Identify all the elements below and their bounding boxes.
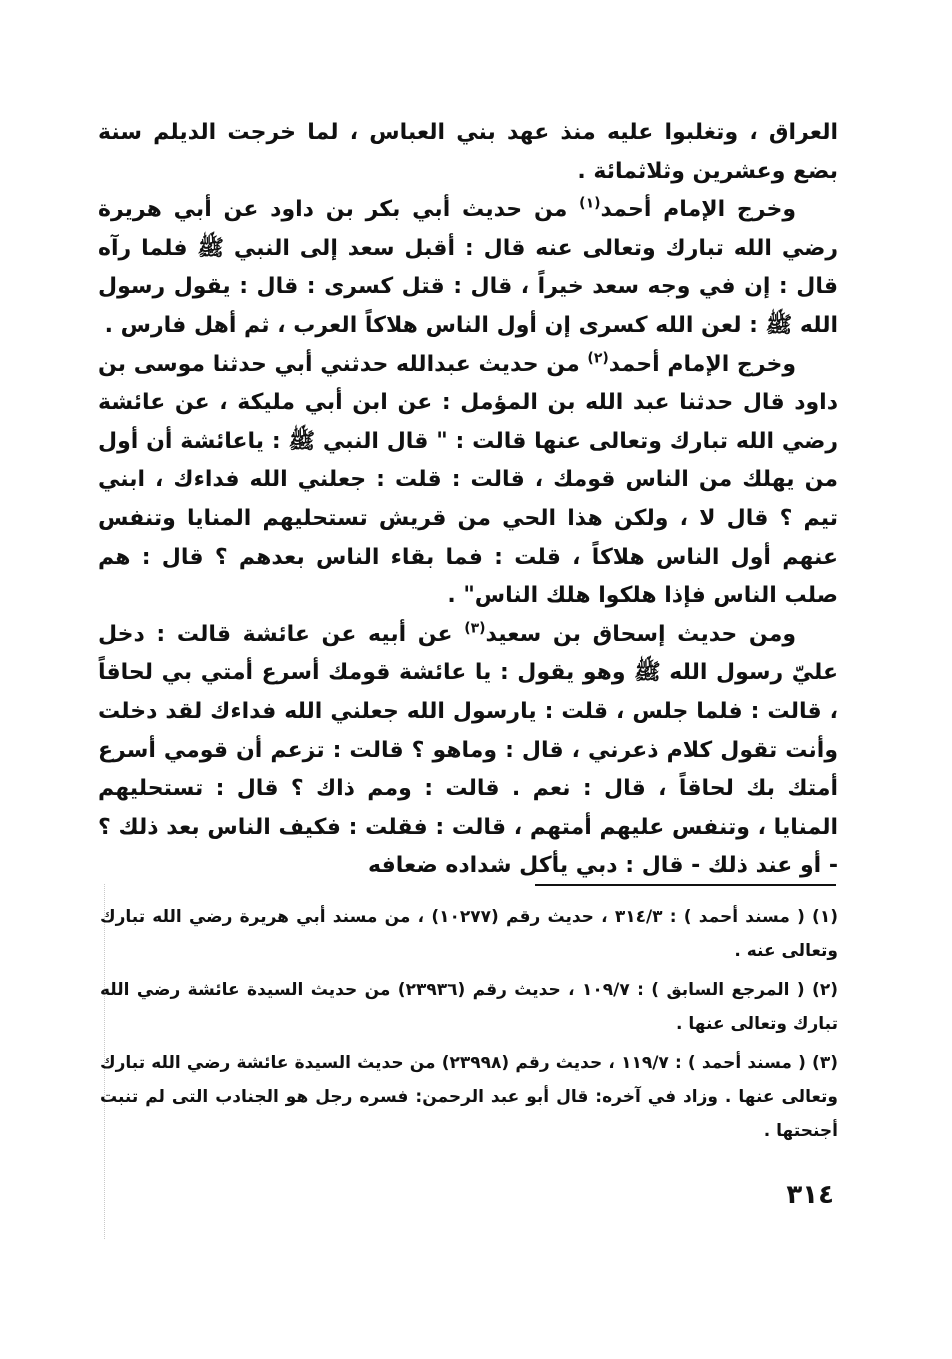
footnote-ref-2: (٢) (587, 350, 609, 367)
footnote-separator (535, 884, 836, 886)
footnote-3: (٣) ( مسند أحمد ) : ١١٩/٧ ، حديث رقم (٢٣٩٩٨) من حديث السيدة عائشة رضي الله تبارك وتعالى عنها . وزاد في آخره: قال أبو عبد الرحمن: فسره رجل هو الجنادب التى لم تنبت أجنحتها . (100, 1053, 838, 1141)
text-segment: ومن حديث إسحاق بن سعيد (485, 621, 796, 647)
footnotes (100, 900, 838, 1153)
text-segment: عن أبيه عن عائشة قالت : دخل عليّ رسول الله ﷺ وهو يقول : يا عائشة قومك أسرع أمتي بي لحاقاً ، قالت : فلما جلس ، قلت : يارسول الله جعلني الله فداءك لقد دخلت وأنت تقول كلام ذعرني ، قال : وماهو ؟ قالت : تزعم أن قومي أسرع أمتك بك لحاقاً ، قال : نعم . قالت : ومم ذاك ؟ قال : تستحليهم المنايا ، وتنفس عليهم أمتهم ، قالت : فقلت : فكيف الناس بعد ذلك ؟ - أو عند ذلك - قال : دبي يأكل شداده ضعافه (98, 621, 838, 879)
text-segment: وخرج الإمام أحمد (608, 351, 797, 377)
paragraph-1 (98, 114, 838, 191)
paragraph-2 (98, 191, 838, 345)
footnote-1: (١) ( مسند أحمد ) : ٣١٤/٣ ، حديث رقم (١٠٢٧٧) ، من مسند أبي هريرة رضي الله تبارك وتعالى عنه . (100, 907, 839, 961)
text-segment: العراق ، وتغلبوا عليه منذ عهد بني العباس ، لما خرجت الديلم سنة بضع وعشرين وثلاثمائة . (98, 120, 838, 184)
footnote-ref-1: (١) (579, 195, 601, 212)
main-text (98, 114, 838, 886)
paragraph-4 (98, 616, 838, 886)
page-number: ٣١٤ (786, 1180, 834, 1210)
text-segment: وخرج الإمام أحمد (600, 197, 796, 223)
text-segment: من حديث عبدالله حدثني أبي حدثنا موسى بن داود قال حدثنا عبد الله بن المؤمل : عن ابن أبي مليكة ، عن عائشة رضي الله تبارك وتعالى عنها قالت : " قال النبي ﷺ : ياعائشة أن أول من يهلك من الناس قومك ، قالت : قلت : جعلني الله فداءك ، ابني تيم ؟ قال لا ، ولكن هذا الحي من قريش تستحليهم المنايا وتنفس عنهم أول الناس هلاكاً ، قلت : فما بقاء الناس بعدهم ؟ قال : هم صلب الناس فإذا هلكوا هلك الناس" . (98, 351, 838, 609)
footnote-ref-3: (٣) (464, 620, 486, 637)
text-segment: من حديث أبي بكر بن داود عن أبي هريرة رضي الله تبارك وتعالى عنه قال : أقبل سعد إلى النبي ﷺ فلما رآه قال : إن في وجه سعد خيراً ، قال : قتل كسرى : قال : يقول رسول الله ﷺ : لعن الله كسرى إن أول الناس هلاكاً العرب ، ثم أهل فارس . (98, 197, 838, 338)
paragraph-3 (98, 346, 838, 616)
footnote-2: (٢) ( المرجع السابق ) : ١٠٩/٧ ، حديث رقم (٢٣٩٣٦) من حديث السيدة عائشة رضي الله تبارك وتعالى عنها . (100, 980, 838, 1034)
